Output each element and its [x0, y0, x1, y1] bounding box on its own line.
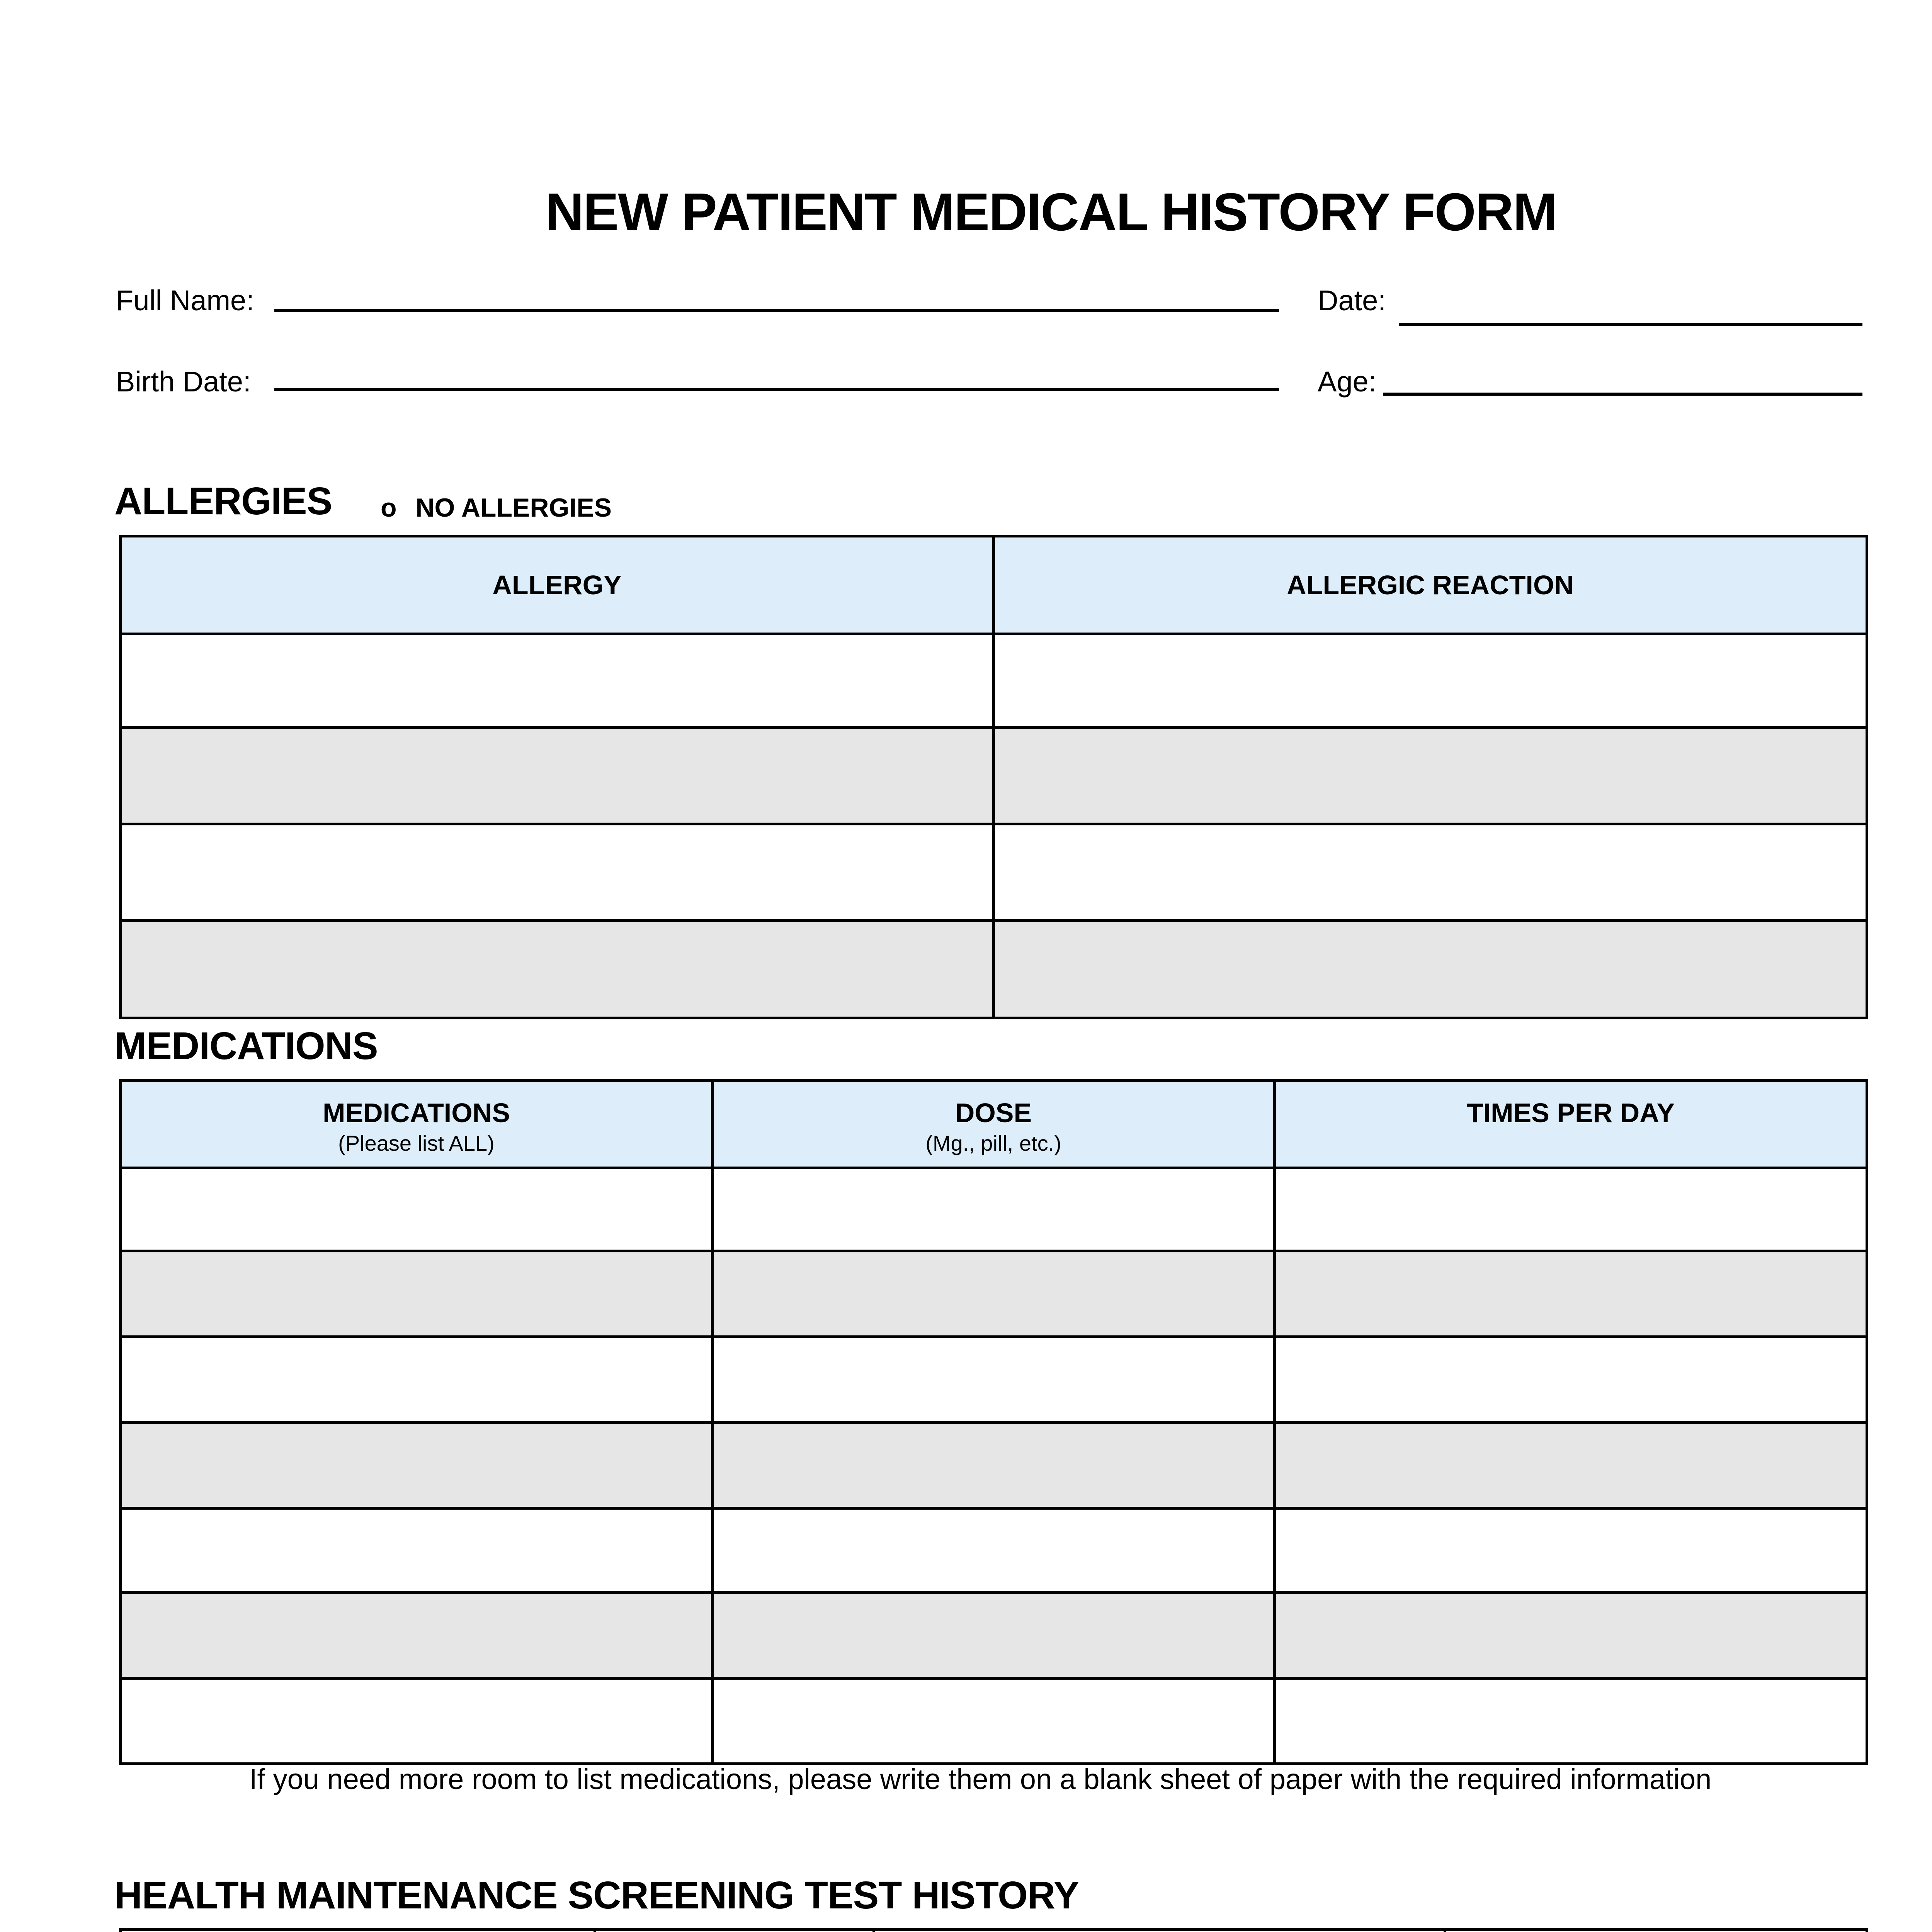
medications-header-row — [121, 1081, 1867, 1168]
test-facility-cell[interactable] — [874, 1930, 1445, 1932]
medications-table — [119, 1079, 1868, 1765]
allergic-reaction-column-header: ALLERGIC REACTION — [994, 536, 1867, 634]
table-row — [121, 824, 1867, 921]
times-per-day-cell[interactable] — [1275, 1509, 1867, 1593]
times-per-day-cell[interactable] — [1275, 1251, 1867, 1337]
table-row — [121, 1593, 1867, 1679]
screening-row-cholesterol — [121, 1930, 1867, 1932]
dose-column-label: DOSE — [955, 1098, 1032, 1128]
dose-cell[interactable] — [713, 1679, 1275, 1764]
allergies-header-row — [121, 536, 1867, 634]
dose-column-header — [713, 1081, 1275, 1168]
no-allergies-label: NO ALLERGIES — [415, 493, 612, 522]
table-row — [121, 1168, 1867, 1251]
medications-heading: MEDICATIONS — [114, 1024, 378, 1068]
dose-cell[interactable] — [713, 1509, 1275, 1593]
dose-cell[interactable] — [713, 1423, 1275, 1509]
table-row — [121, 1337, 1867, 1423]
times-per-day-cell[interactable] — [1275, 1679, 1867, 1764]
dose-cell[interactable] — [713, 1593, 1275, 1679]
date-field[interactable] — [1399, 323, 1862, 326]
dose-column-sublabel: (Mg., pill, etc.) — [925, 1131, 1061, 1155]
allergy-column-header: ALLERGY — [121, 536, 994, 634]
times-per-day-column-label: TIMES PER DAY — [1466, 1098, 1675, 1128]
reaction-cell[interactable] — [994, 824, 1867, 921]
allergy-cell[interactable] — [121, 728, 994, 824]
table-row — [121, 1679, 1867, 1764]
medication-cell[interactable] — [121, 1679, 713, 1764]
birth-date-field[interactable] — [274, 388, 1279, 391]
allergy-cell[interactable] — [121, 634, 994, 728]
medication-cell[interactable] — [121, 1251, 713, 1337]
allergies-table — [119, 535, 1868, 1019]
table-row — [121, 1509, 1867, 1593]
dose-cell[interactable] — [713, 1251, 1275, 1337]
reaction-cell[interactable] — [994, 634, 1867, 728]
times-per-day-cell[interactable] — [1275, 1423, 1867, 1509]
no-allergies-option[interactable] — [381, 493, 612, 523]
birth-date-label: Birth Date: — [116, 366, 251, 398]
table-row — [121, 1423, 1867, 1509]
abnormal-result-cell — [1445, 1930, 1867, 1932]
age-field[interactable] — [1383, 393, 1862, 396]
medication-cell[interactable] — [121, 1509, 713, 1593]
page-title: NEW PATIENT MEDICAL HISTORY FORM — [545, 182, 1557, 242]
times-per-day-column-header — [1275, 1081, 1867, 1168]
medications-column-sublabel: (Please list ALL) — [338, 1131, 495, 1155]
medications-column-header — [121, 1081, 713, 1168]
reaction-cell[interactable] — [994, 921, 1867, 1018]
table-row — [121, 1251, 1867, 1337]
no-allergies-radio[interactable]: o — [381, 493, 397, 522]
screening-heading: HEALTH MAINTENANCE SCREENING TEST HISTORY — [114, 1874, 1079, 1917]
times-per-day-cell[interactable] — [1275, 1337, 1867, 1423]
medications-note: If you need more room to list medications, please write them on a blank sheet of paper with the required information — [249, 1763, 1712, 1795]
reaction-cell[interactable] — [994, 728, 1867, 824]
test-name — [121, 1930, 595, 1932]
medications-column-label: MEDICATIONS — [323, 1098, 510, 1128]
medication-cell[interactable] — [121, 1423, 713, 1509]
test-date-cell[interactable] — [595, 1930, 874, 1932]
full-name-field[interactable] — [274, 309, 1279, 312]
medication-cell[interactable] — [121, 1593, 713, 1679]
age-label: Age: — [1318, 366, 1377, 398]
times-per-day-cell[interactable] — [1275, 1168, 1867, 1251]
full-name-label: Full Name: — [116, 284, 254, 316]
screening-table — [119, 1928, 1868, 1932]
allergy-cell[interactable] — [121, 824, 994, 921]
dose-cell[interactable] — [713, 1337, 1275, 1423]
allergies-heading: ALLERGIES — [114, 480, 332, 523]
medication-cell[interactable] — [121, 1337, 713, 1423]
table-row — [121, 728, 1867, 824]
date-label: Date: — [1318, 284, 1386, 316]
dose-cell[interactable] — [713, 1168, 1275, 1251]
allergy-cell[interactable] — [121, 921, 994, 1018]
medication-cell[interactable] — [121, 1168, 713, 1251]
table-row — [121, 921, 1867, 1018]
table-row — [121, 634, 1867, 728]
times-per-day-cell[interactable] — [1275, 1593, 1867, 1679]
